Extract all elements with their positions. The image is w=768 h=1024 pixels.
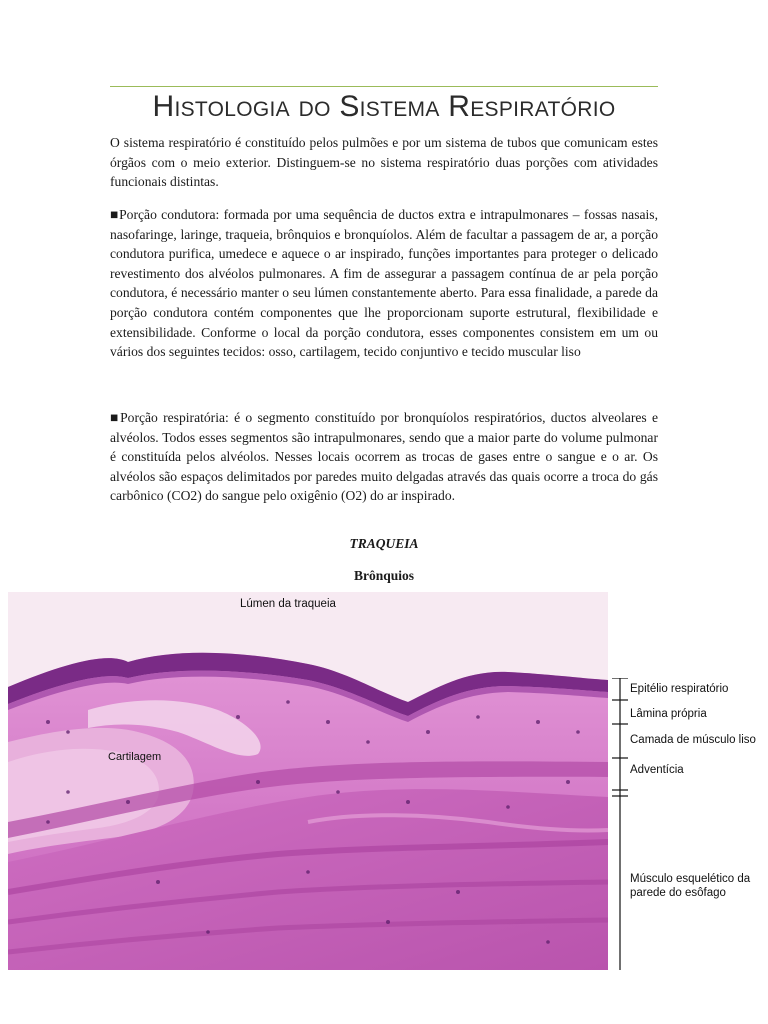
heading-bronquios: Brônquios xyxy=(353,568,415,583)
heading-traqueia: TRAQUEIA xyxy=(349,536,419,551)
conducting-portion-paragraph: ■Porção condutora: formada por uma sequência de ductos extra e intrapulmonares – fossas nasais, nasofaringe, laringe, traqueia, brônquios e bronquíolos. Além de facultar a passagem de ar, a porção condutora purifica, umedece e aquece o ar inspirado, funções importantes para proteger o delicado revestimento dos alvéolos pulmonares. A fim de assegurar a passagem contínua de ar pela porção condutora, é necessário manter o seu lúmen constantemente aberto. Para essa finalidade, a parede da porção condutora contém componentes que lhe proporcionam suporte estrutural, flexibilidade e extensibilidade. Conforme o local da porção condutora, esses componentes consistem em um ou vários dos seguintes tecidos: osso, cartilagem, tecido conjuntivo e tecido muscular liso xyxy=(110,207,658,360)
intro-paragraph: O sistema respiratório é constituído pelos pulmões e por um sistema de tubos que comunicam estes órgãos com o meio exterior. Distinguem-se no sistema respiratório duas porções com atividades funcionais distintas. xyxy=(110,135,658,190)
cartilage-label: Cartilagem xyxy=(108,751,162,763)
label-lamina-propria: Lâmina própria xyxy=(630,708,707,720)
label-adventitia: Adventícia xyxy=(630,764,684,776)
label-smooth-muscle-layer: Camada de músculo liso xyxy=(630,734,756,746)
label-esophagus-skeletal-muscle: Músculo esquelético da parede do esôfago xyxy=(630,873,751,899)
label-respiratory-epithelium: Epitélio respiratório xyxy=(630,683,729,695)
layer-brackets xyxy=(610,678,630,970)
lumen-label: Lúmen da traqueia xyxy=(240,598,336,610)
trachea-histology-micrograph xyxy=(8,592,608,970)
respiratory-portion-paragraph: ■Porção respiratória: é o segmento constituído por bronquíolos respiratórios, ductos alveolares e alvéolos. Todos esses segmentos são intrapulmonares, sendo que a maior parte do volume pulmonar é constituída pelos alvéolos. Nesses locais ocorrem as trocas de gases entre o sangue e o ar. Os alvéolos são espaços delimitados por paredes muito delgadas através das quais ocorre a troca do gás carbônico (CO2) do sangue pelo oxigênio (O2) do ar inspirado. xyxy=(110,410,658,504)
page-title: Histologia do Sistema Respiratório xyxy=(152,90,616,123)
title-rule xyxy=(110,86,658,87)
